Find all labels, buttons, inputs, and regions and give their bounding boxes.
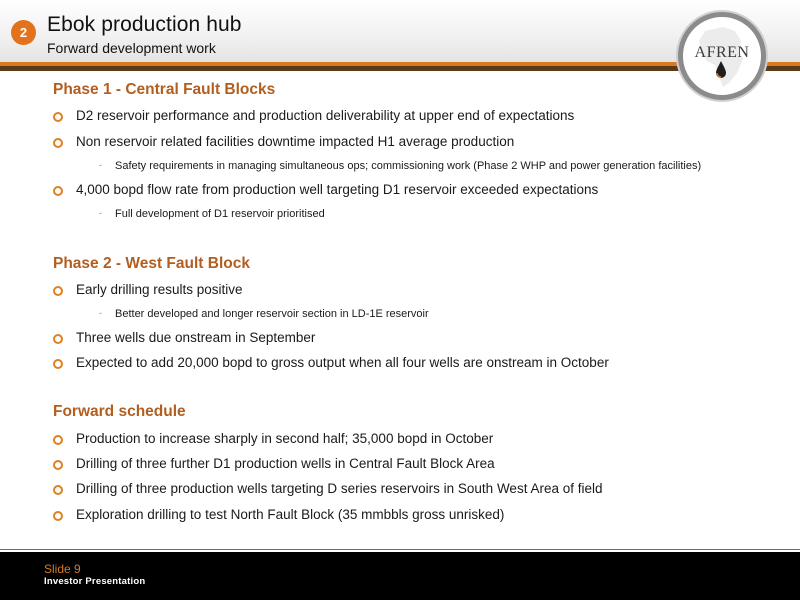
sub-bullet-dash-icon: -	[99, 208, 102, 218]
bullet-circle-icon	[53, 460, 63, 470]
slide-subtitle: Forward development work	[47, 40, 216, 56]
bullet-circle-icon	[53, 435, 63, 445]
bullet-circle-icon	[53, 511, 63, 521]
bullet-item: Production to increase sharply in second half; 35,000 bopd in October	[76, 431, 494, 446]
bullet-item: Three wells due onstream in September	[76, 330, 316, 345]
bullet-circle-icon	[53, 112, 63, 122]
section-heading: Phase 2 - West Fault Block	[53, 255, 250, 272]
section-heading: Phase 1 - Central Fault Blocks	[53, 81, 276, 98]
slide-footer	[0, 552, 800, 600]
sub-bullet-dash-icon: -	[99, 308, 102, 318]
bullet-item: 4,000 bopd flow rate from production well targeting D1 reservoir exceeded expectations	[76, 182, 599, 197]
bullet-item: Exploration drilling to test North Fault Block (35 mmbbls gross unrisked)	[76, 507, 505, 522]
footer-caption: Investor Presentation	[44, 576, 146, 587]
sub-bullet-dash-icon: -	[99, 160, 102, 170]
bullet-circle-icon	[53, 485, 63, 495]
sub-bullet-item: Full development of D1 reservoir prioritised	[115, 208, 325, 220]
bullet-circle-icon	[53, 186, 63, 196]
bullet-item: Non reservoir related facilities downtime impacted H1 average production	[76, 134, 515, 149]
bullet-item: Early drilling results positive	[76, 282, 243, 297]
slide-title: Ebok production hub	[47, 13, 242, 36]
bullet-circle-icon	[53, 334, 63, 344]
slide-number: Slide 9	[44, 562, 81, 576]
bullet-circle-icon	[53, 359, 63, 369]
section-heading: Forward schedule	[53, 403, 186, 420]
footer-divider	[0, 549, 800, 550]
bullet-item: Drilling of three further D1 production wells in Central Fault Block Area	[76, 456, 495, 471]
company-logo	[678, 12, 766, 100]
bullet-item: Expected to add 20,000 bopd to gross output when all four wells are onstream in October	[76, 355, 609, 370]
bullet-circle-icon	[53, 286, 63, 296]
bullet-item: D2 reservoir performance and production deliverability at upper end of expectations	[76, 108, 575, 123]
section-number-badge: 2	[11, 20, 36, 45]
bullet-circle-icon	[53, 138, 63, 148]
sub-bullet-item: Safety requirements in managing simultaneous ops; commissioning work (Phase 2 WHP and power generation facilities)	[115, 160, 702, 172]
bullet-item: Drilling of three production wells targeting D series reservoirs in South West Area of field	[76, 481, 603, 496]
sub-bullet-item: Better developed and longer reservoir section in LD-1E reservoir	[115, 308, 429, 320]
logo-wordmark: AFREN	[694, 44, 750, 61]
